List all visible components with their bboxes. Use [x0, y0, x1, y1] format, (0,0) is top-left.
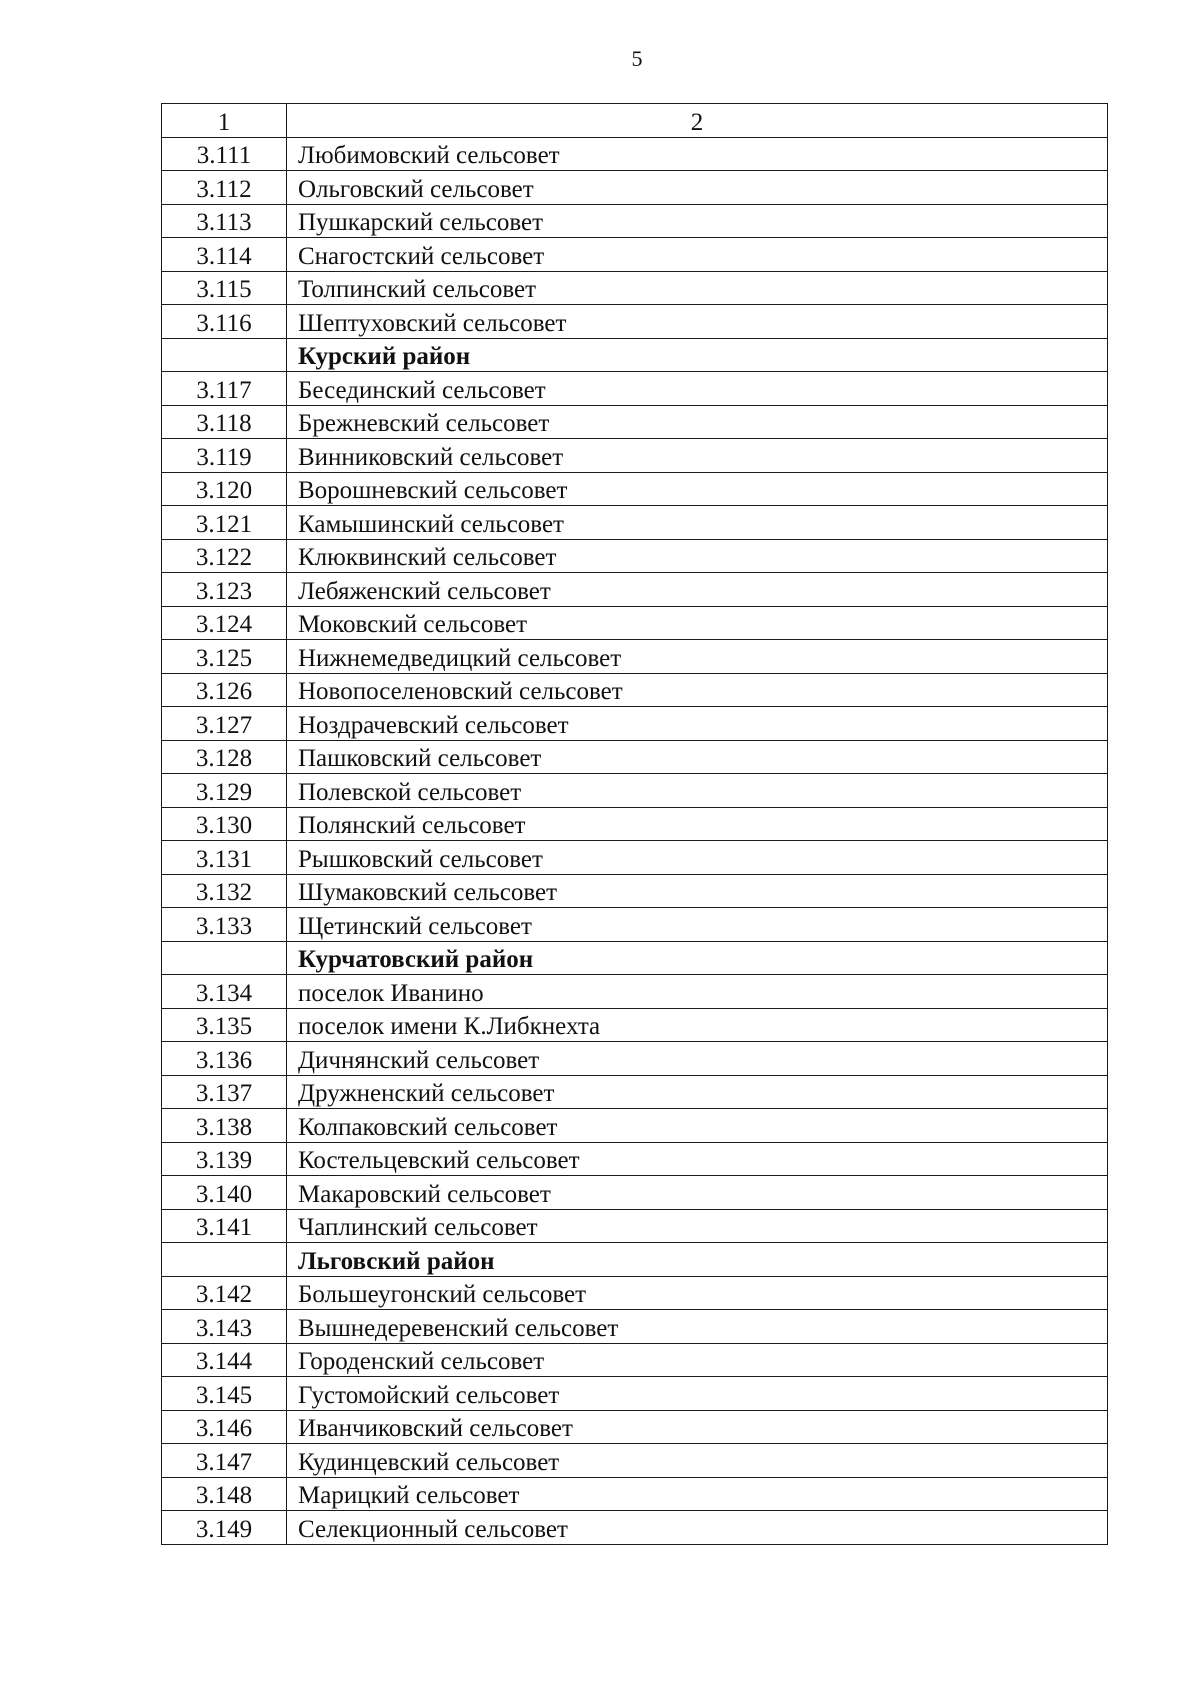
table-row: [162, 1310, 1108, 1344]
settlement-name-cell: Лебяженский сельсовет: [287, 573, 1108, 607]
row-number-cell: 3.125: [162, 640, 287, 674]
row-number-cell: 3.131: [162, 841, 287, 875]
settlement-name-cell: Дичнянский сельсовет: [287, 1042, 1108, 1076]
row-number-cell: 3.116: [162, 305, 287, 339]
table-row: [162, 1142, 1108, 1176]
table-row: [162, 1075, 1108, 1109]
table-row: [162, 1377, 1108, 1411]
table-row: [162, 1042, 1108, 1076]
table-row: [162, 740, 1108, 774]
row-number-cell: 3.141: [162, 1209, 287, 1243]
table-row: [162, 673, 1108, 707]
settlement-name-cell: Нижнемедведицкий сельсовет: [287, 640, 1108, 674]
settlement-name-cell: Камышинский сельсовет: [287, 506, 1108, 540]
settlement-name-cell: Густомойский сельсовет: [287, 1377, 1108, 1411]
row-number-cell: 3.135: [162, 1008, 287, 1042]
table-row: [162, 1511, 1108, 1545]
row-number-cell: 3.138: [162, 1109, 287, 1143]
district-name-cell: Курчатовский район: [287, 941, 1108, 975]
settlement-name-cell: Пашковский сельсовет: [287, 740, 1108, 774]
settlement-name-cell: Вышнедеревенский сельсовет: [287, 1310, 1108, 1344]
table-row: [162, 405, 1108, 439]
table-row: [162, 204, 1108, 238]
settlement-name-cell: Новопоселеновский сельсовет: [287, 673, 1108, 707]
table-row: [162, 908, 1108, 942]
table-row: [162, 774, 1108, 808]
row-number-cell: 3.130: [162, 807, 287, 841]
row-number-cell: 3.117: [162, 372, 287, 406]
row-number-cell: 3.113: [162, 204, 287, 238]
settlement-name-cell: Брежневский сельсовет: [287, 405, 1108, 439]
settlement-name-cell: Шептуховский сельсовет: [287, 305, 1108, 339]
settlement-name-cell: Клюквинский сельсовет: [287, 539, 1108, 573]
table-row: [162, 841, 1108, 875]
row-number-cell: 3.139: [162, 1142, 287, 1176]
row-number-cell: 3.124: [162, 606, 287, 640]
row-number-cell: 3.136: [162, 1042, 287, 1076]
row-number-cell: [162, 338, 287, 372]
row-number-cell: 3.137: [162, 1075, 287, 1109]
row-number-cell: 3.129: [162, 774, 287, 808]
row-number-cell: 3.121: [162, 506, 287, 540]
settlement-name-cell: Кудинцевский сельсовет: [287, 1444, 1108, 1478]
settlement-name-cell: Снагостский сельсовет: [287, 238, 1108, 272]
table-row: [162, 1343, 1108, 1377]
table-row: [162, 506, 1108, 540]
table-row: [162, 439, 1108, 473]
settlement-name-cell: Ноздрачевский сельсовет: [287, 707, 1108, 741]
table-row: [162, 1444, 1108, 1478]
table-row: [162, 238, 1108, 272]
row-number-cell: 3.134: [162, 975, 287, 1009]
settlement-name-cell: Костельцевский сельсовет: [287, 1142, 1108, 1176]
row-number-cell: 3.120: [162, 472, 287, 506]
table-row: [162, 305, 1108, 339]
row-number-cell: 3.133: [162, 908, 287, 942]
settlement-name-cell: Моковский сельсовет: [287, 606, 1108, 640]
row-number-cell: 3.111: [162, 137, 287, 171]
table-row: [162, 539, 1108, 573]
settlement-name-cell: Толпинский сельсовет: [287, 271, 1108, 305]
table-row: [162, 975, 1108, 1009]
row-number-cell: 3.114: [162, 238, 287, 272]
table-row: [162, 1477, 1108, 1511]
row-number-cell: 3.147: [162, 1444, 287, 1478]
row-number-cell: 3.115: [162, 271, 287, 305]
column-header-number: 1: [162, 104, 287, 138]
settlement-name-cell: Ворошневский сельсовет: [287, 472, 1108, 506]
table-row: [162, 1109, 1108, 1143]
settlement-name-cell: Щетинский сельсовет: [287, 908, 1108, 942]
table-row: [162, 171, 1108, 205]
settlement-name-cell: Марицкий сельсовет: [287, 1477, 1108, 1511]
district-name-cell: Льговский район: [287, 1243, 1108, 1277]
settlement-name-cell: Любимовский сельсовет: [287, 137, 1108, 171]
district-heading-row: [162, 338, 1108, 372]
row-number-cell: 3.122: [162, 539, 287, 573]
row-number-cell: 3.132: [162, 874, 287, 908]
settlement-name-cell: Большеугонский сельсовет: [287, 1276, 1108, 1310]
row-number-cell: 3.149: [162, 1511, 287, 1545]
table-row: [162, 1176, 1108, 1210]
settlement-name-cell: Городенский сельсовет: [287, 1343, 1108, 1377]
settlement-name-cell: поселок Иванино: [287, 975, 1108, 1009]
row-number-cell: [162, 1243, 287, 1277]
table-row: [162, 573, 1108, 607]
table-row: [162, 606, 1108, 640]
row-number-cell: 3.119: [162, 439, 287, 473]
settlements-table: [161, 103, 1108, 1545]
district-name-cell: Курский район: [287, 338, 1108, 372]
row-number-cell: 3.146: [162, 1410, 287, 1444]
settlement-name-cell: Дружненский сельсовет: [287, 1075, 1108, 1109]
settlement-name-cell: Макаровский сельсовет: [287, 1176, 1108, 1210]
row-number-cell: 3.112: [162, 171, 287, 205]
settlement-name-cell: Шумаковский сельсовет: [287, 874, 1108, 908]
table-body: [162, 104, 1108, 1545]
row-number-cell: [162, 941, 287, 975]
table-row: [162, 1008, 1108, 1042]
column-header-name: 2: [287, 104, 1108, 138]
table-row: [162, 472, 1108, 506]
settlement-name-cell: Винниковский сельсовет: [287, 439, 1108, 473]
table-row: [162, 137, 1108, 171]
settlement-name-cell: Селекционный сельсовет: [287, 1511, 1108, 1545]
row-number-cell: 3.142: [162, 1276, 287, 1310]
settlement-name-cell: Чаплинский сельсовет: [287, 1209, 1108, 1243]
settlement-name-cell: Бесединский сельсовет: [287, 372, 1108, 406]
table-row: [162, 271, 1108, 305]
page-number: 5: [631, 46, 643, 71]
table-row: [162, 1410, 1108, 1444]
row-number-cell: 3.143: [162, 1310, 287, 1344]
table-header-row: [162, 104, 1108, 138]
settlement-name-cell: Полевской сельсовет: [287, 774, 1108, 808]
settlement-name-cell: поселок имени К.Либкнехта: [287, 1008, 1108, 1042]
settlement-name-cell: Ольговский сельсовет: [287, 171, 1108, 205]
table-row: [162, 640, 1108, 674]
row-number-cell: 3.140: [162, 1176, 287, 1210]
settlement-name-cell: Рышковский сельсовет: [287, 841, 1108, 875]
table-row: [162, 372, 1108, 406]
table-row: [162, 807, 1108, 841]
settlement-name-cell: Полянский сельсовет: [287, 807, 1108, 841]
settlement-name-cell: Пушкарский сельсовет: [287, 204, 1108, 238]
row-number-cell: 3.148: [162, 1477, 287, 1511]
table-row: [162, 1276, 1108, 1310]
district-heading-row: [162, 941, 1108, 975]
settlement-name-cell: Колпаковский сельсовет: [287, 1109, 1108, 1143]
table-row: [162, 874, 1108, 908]
row-number-cell: 3.123: [162, 573, 287, 607]
row-number-cell: 3.127: [162, 707, 287, 741]
table-row: [162, 1209, 1108, 1243]
district-heading-row: [162, 1243, 1108, 1277]
row-number-cell: 3.118: [162, 405, 287, 439]
row-number-cell: 3.144: [162, 1343, 287, 1377]
table-row: [162, 707, 1108, 741]
row-number-cell: 3.145: [162, 1377, 287, 1411]
row-number-cell: 3.126: [162, 673, 287, 707]
settlement-name-cell: Иванчиковский сельсовет: [287, 1410, 1108, 1444]
row-number-cell: 3.128: [162, 740, 287, 774]
